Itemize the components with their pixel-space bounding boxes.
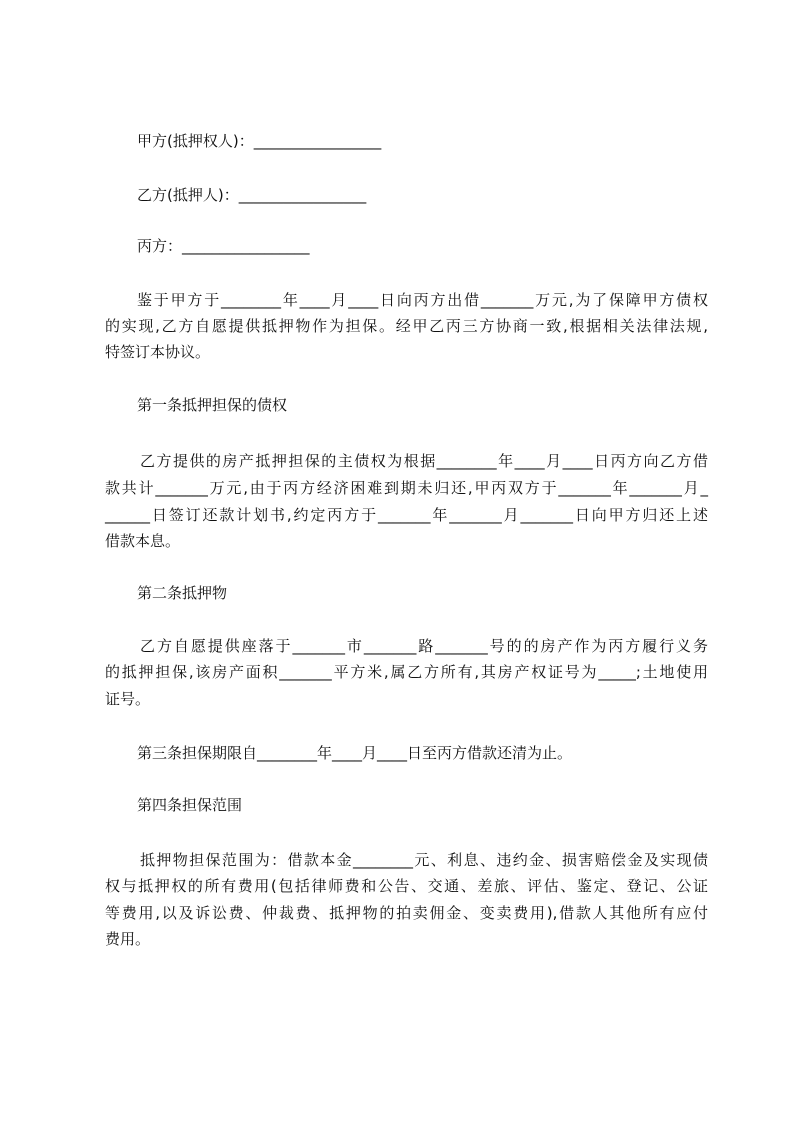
preamble-line: 的实现,乙方自愿提供抵押物作为担保。经甲乙丙三方协商一致,根据相关法律法规, (105, 317, 708, 335)
article4-line: 费用。 (105, 930, 151, 948)
article2-line: 证号。 (105, 690, 151, 708)
preamble-line: 特签订本协议。 (105, 343, 211, 361)
article1-line: 乙方提供的房产抵押担保的主债权为根据________年____月____日丙方向乙方借 (140, 452, 708, 470)
party-b-line: 乙方(抵押人)：_________________ (137, 186, 367, 204)
article2-line: 的抵押担保,该房产面积_______平方米,属乙方所有,其房产权证号为_____;土地使用 (105, 663, 708, 681)
article4-line: 抵押物担保范围为：借款本金________元、利息、违约金、损害赔偿金及实现债 (140, 851, 708, 869)
article4-title: 第四条担保范围 (137, 796, 243, 814)
article4-line: 权与抵押权的所有费用(包括律师费和公告、交通、差旅、评估、鉴定、登记、公证 (105, 877, 708, 895)
preamble-line: 鉴于甲方于________年____月____日向丙方出借_______万元,为了保障甲方债权 (137, 291, 708, 309)
article4-line: 等费用,以及诉讼费、仲裁费、抵押物的拍卖佣金、变卖费用),借款人其他所有应付 (105, 904, 708, 922)
party-c-line: 丙方：_________________ (137, 237, 310, 255)
article1-title: 第一条抵押担保的债权 (137, 396, 288, 414)
article2-title: 第二条抵押物 (137, 584, 228, 602)
article1-line: 款共计_______万元,由于丙方经济困难到期未归还,甲丙双方于_______年_______月_ (105, 479, 708, 497)
article1-line: 借款本息。 (105, 532, 181, 550)
article2-line: 乙方自愿提供座落于_______市_______路_______号的的房产作为丙方履行义务 (140, 637, 708, 655)
article3-title: 第三条担保期限自________年____月____日至丙方借款还清为止。 (137, 744, 573, 762)
article1-line: ______日签订还款计划书,约定丙方于_______年_______月_______日向甲方归还上述 (105, 506, 708, 524)
party-a-line: 甲方(抵押权人)：_________________ (137, 132, 382, 150)
